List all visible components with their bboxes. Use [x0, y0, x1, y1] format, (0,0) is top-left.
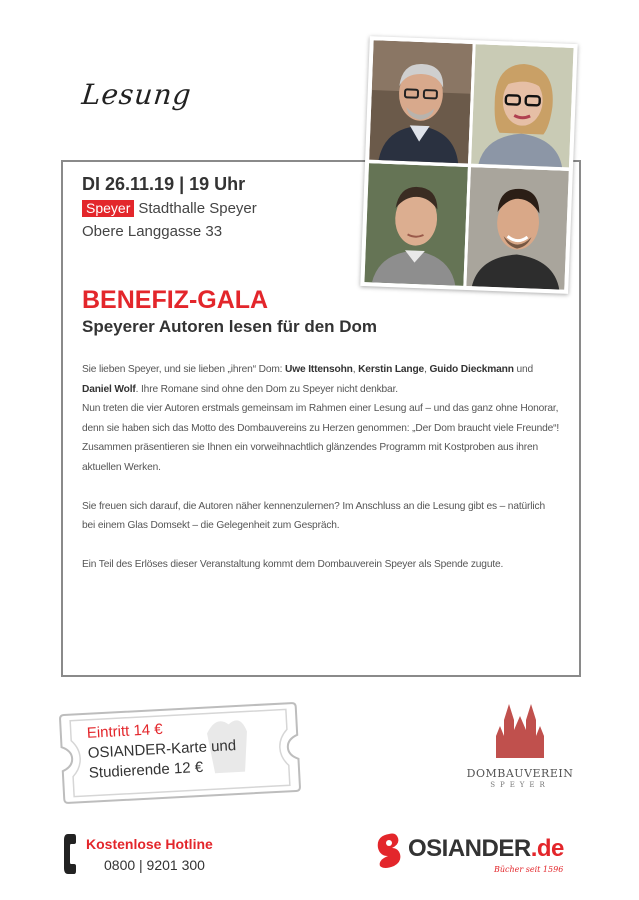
dombauverein-name: DOMBAUVEREIN [466, 767, 574, 780]
description-text: Nun treten die vier Autoren erstmals gemeinsam im Rahmen einer Lesung auf – und das ganz ohne Honorar, denn sie haben sich das Motto des Dombauvereins zu Herzen genommen: „Der Dom braucht viele Freunde“! Zusammen präsentieren sie Ihnen ein vorweihnachtlich glänzendes Programm mit Kostproben aus ihren aktuellen Werken. [82, 403, 560, 473]
event-description [82, 360, 560, 594]
osiander-tld: .de [530, 835, 564, 862]
ticket-discount-price: Studierende 12 € [88, 758, 204, 782]
separator: und [513, 364, 534, 375]
hotline-title: Kostenlose Hotline [86, 836, 213, 852]
event-title: BENEFIZ-GALA [82, 286, 269, 314]
venue-name: Stadthalle Speyer [138, 200, 257, 217]
city-tag: Speyer [82, 200, 134, 217]
separator: , [424, 364, 430, 375]
author-name: Daniel Wolf [82, 383, 136, 395]
author-photo [466, 167, 569, 290]
author-photos [360, 36, 577, 294]
event-subtitle: Speyerer Autoren lesen für den Dom [82, 317, 378, 336]
event-address: Obere Langgasse 33 [82, 223, 223, 240]
description-paragraph: Sie freuen sich darauf, die Autoren näher kennenzulernen? Im Anschluss an die Lesung gibt es – natürlich bei einem Glas Domsekt – die Gelegenheit zum Gespräch. [82, 500, 545, 531]
osiander-name [408, 835, 564, 863]
event-date-time: DI 26.11.19 | 19 Uhr [82, 174, 246, 194]
author-photo [471, 44, 574, 167]
author-name: Guido Dieckmann [429, 364, 514, 375]
osiander-icon [372, 830, 406, 870]
phone-icon [62, 832, 82, 876]
author-name: Kerstin Lange [358, 364, 425, 375]
dombauverein-city: SPEYER [490, 781, 550, 789]
separator: , [352, 364, 359, 375]
description-paragraph [82, 360, 560, 477]
author-photo [369, 40, 472, 163]
osiander-brand: OSIANDER [408, 835, 531, 862]
ticket-regular-price: Eintritt 14 € [86, 720, 164, 742]
ticket-price-info [56, 699, 305, 808]
author-name: Uwe Ittensohn [285, 364, 353, 375]
osiander-tagline: Bücher seit 1596 [494, 865, 564, 874]
cathedral-icon [490, 700, 550, 760]
ticket-discount-label: OSIANDER-Karte und [87, 737, 237, 762]
author-photo [364, 163, 467, 286]
event-venue [82, 200, 257, 217]
dombauverein-logo [462, 700, 578, 789]
description-paragraph: Ein Teil des Erlöses dieser Veranstaltung kommt dem Dombauverein Speyer als Spende zugute. [82, 559, 504, 570]
hotline-number[interactable]: 0800 | 9201 300 [104, 857, 205, 873]
section-label: Lesung [80, 78, 194, 111]
description-text: . Ihre Romane sind ohne den Dom zu Speyer nicht denkbar. [135, 383, 398, 395]
description-text: Sie lieben Speyer, und sie lieben „ihren“ Dom: [82, 364, 286, 375]
